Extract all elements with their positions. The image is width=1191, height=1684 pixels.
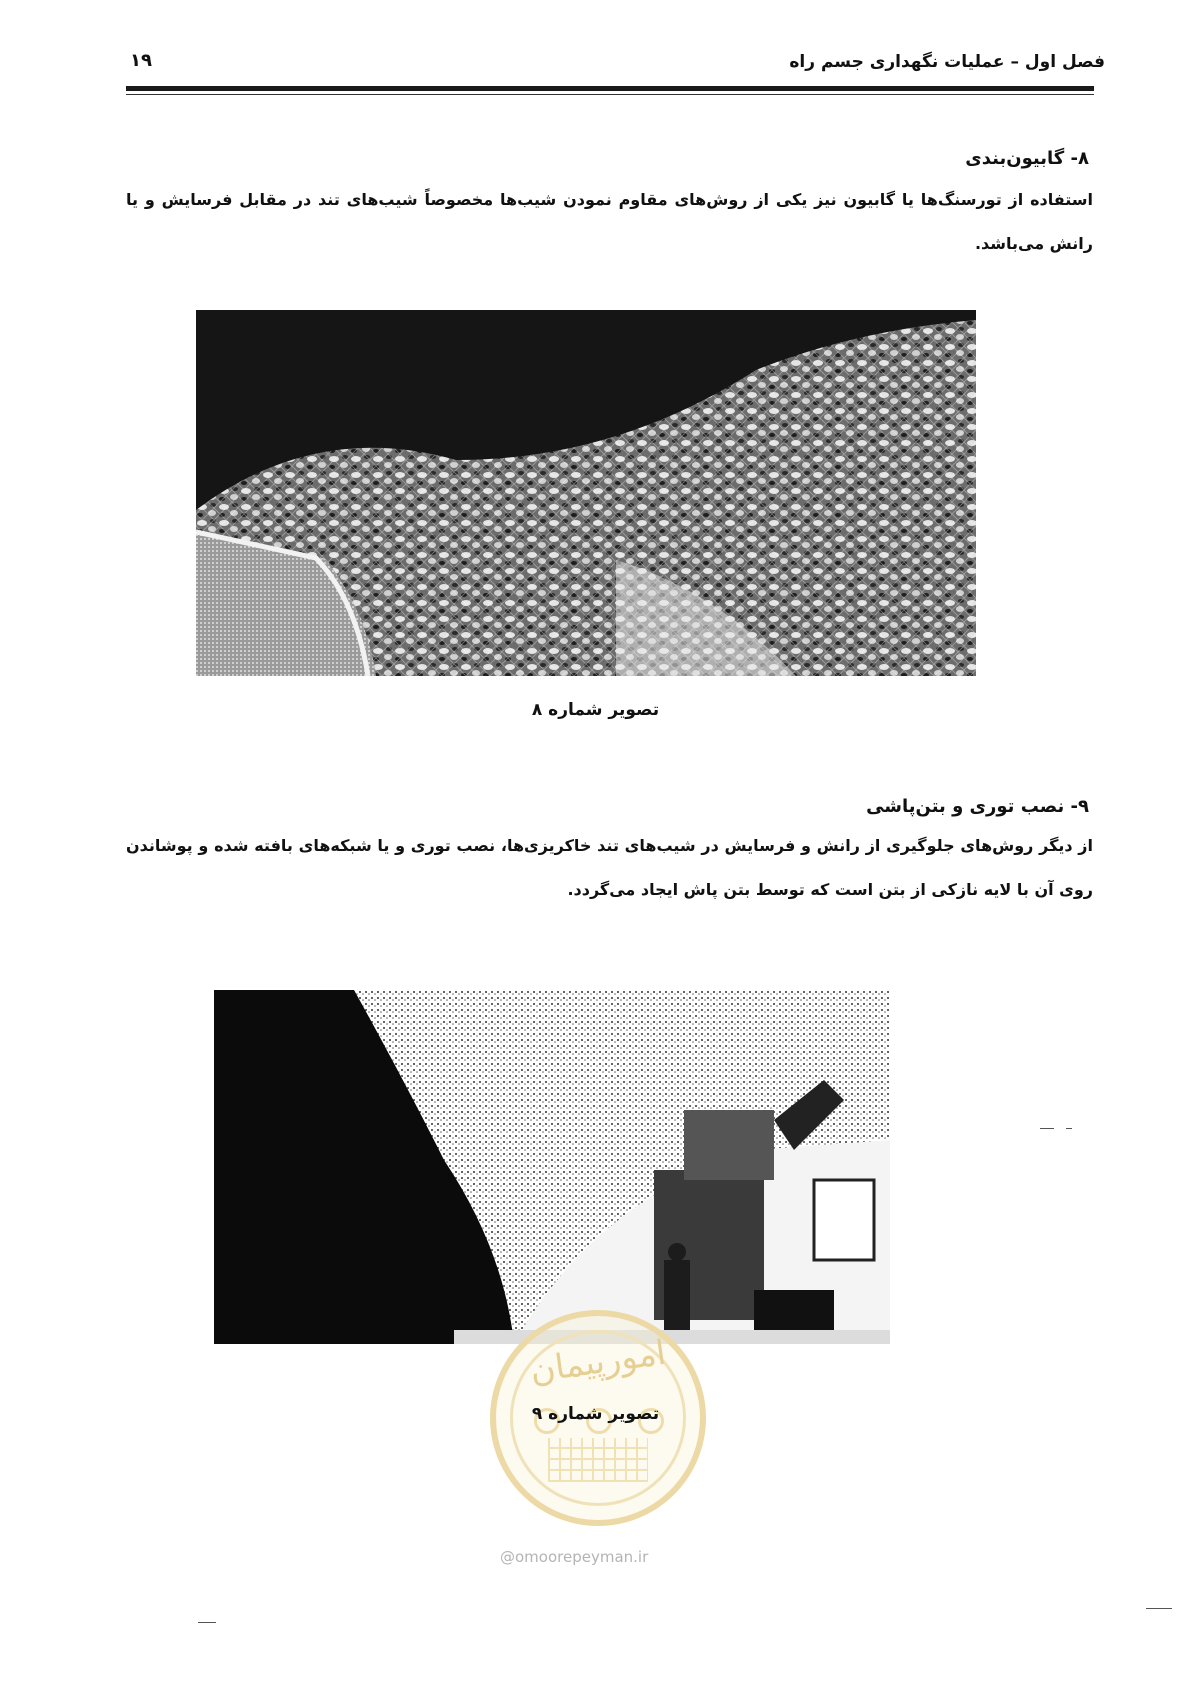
stamp-text: امورپیمان [527, 1332, 669, 1392]
header-rule-thick [126, 86, 1094, 91]
at-icon: @ [500, 1548, 515, 1566]
section-9-heading: ۹- نصب توری و بتن‌پاشی [866, 796, 1089, 817]
section-9-paragraph: از دیگر روش‌های جلوگیری از رانش و فرسایش در شیب‌های تند خاکریزی‌ها، نصب توری و یا شبکه‌های بافته شده و پوشاندن روی آن با لایه نازکی از بتن است که توسط بتن پاش ایجاد می‌گردد. [126, 836, 1093, 899]
stamp-grid [548, 1438, 648, 1482]
figure-8-caption: تصویر شماره ۸ [531, 700, 660, 720]
photo-gabion-slope [196, 310, 976, 676]
section-8-paragraph: استفاده از تورسنگ‌ها یا گابیون نیز یکی از روش‌های مقاوم نمودن شیب‌ها مخصوصاً شیب‌های تند در مقابل فرسایش و یا رانش می‌باشد. [126, 190, 1093, 253]
section-8-heading: ۸- گابیون‌بندی [965, 148, 1089, 169]
scan-mark [1146, 1608, 1172, 1609]
photo-shotcrete-site [214, 990, 890, 1344]
chapter-title: فصل اول – عملیات نگهداری جسم راه [789, 52, 1105, 72]
figure-9-caption: تصویر شماره ۹ [531, 1404, 660, 1424]
watermark-url [500, 1548, 648, 1566]
page-number: ۱۹ [130, 50, 152, 71]
scan-mark [1040, 1128, 1054, 1129]
scan-mark [1066, 1128, 1072, 1129]
scan-mark [198, 1622, 216, 1623]
watermark-url-text: omoorepeyman.ir [515, 1548, 649, 1566]
header-rule-thin [126, 94, 1094, 95]
